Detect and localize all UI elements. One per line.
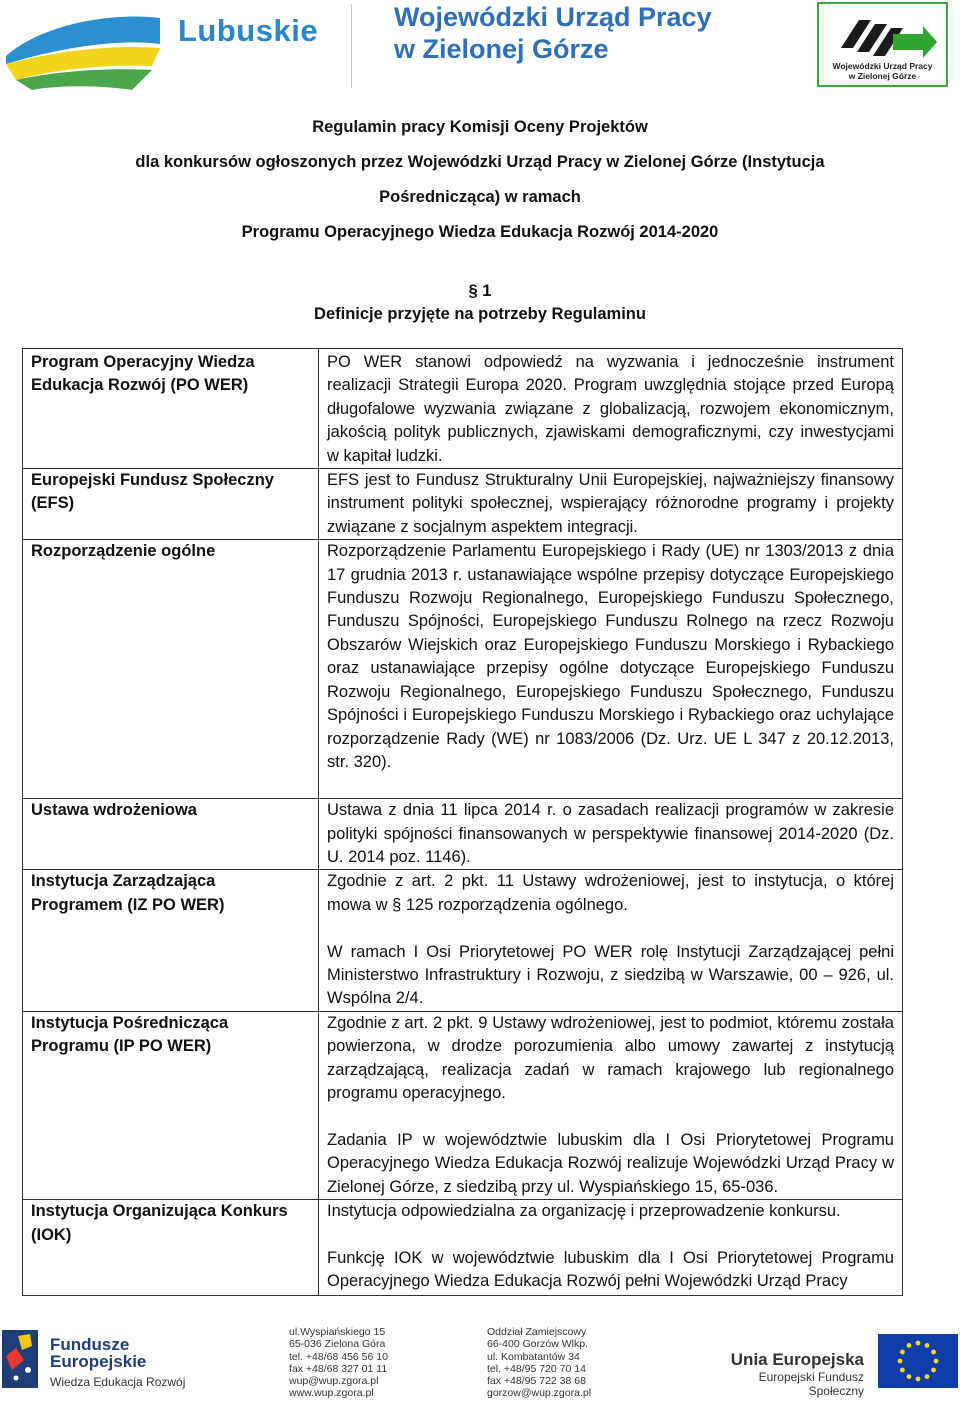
section-title: Definicje przyjęte na potrzeby Regulaminu bbox=[314, 305, 646, 323]
definition-paragraph: Rozporządzenie Parlamentu Europejskiego i Rady (UE) nr 1303/2013 z dnia 17 grudnia 2013 r. ustanawiające wspólne przepisy dotyczące Europejskiego Funduszu Rozwoju Regionalnego, Europejskiego Funduszu Społecznego, Funduszu Spójności, Europejskiego Funduszu Rolnego na rzecz Rozwoju Obszarów Wiejskich oraz Europejskiego Funduszu Morskiego i Rybackiego oraz ustanawiające przepisy ogólne dotyczące Europejskiego Funduszu Rozwoju Regionalnego, Europejskiego Funduszu Społecznego, Funduszu Spójności i Europejskiego Funduszu Morskiego i Rybackiego oraz uchylające rozporządzenie Rady (WE) nr 1083/2006 (Dz. Urz. UE L 347 z 20.12.2013, str. 320). bbox=[327, 542, 894, 771]
table-row bbox=[23, 469, 903, 540]
definition-description bbox=[319, 1011, 903, 1199]
title-line-3: Pośrednicząca) w ramach bbox=[379, 188, 581, 206]
office-logo-caption-line2: w Zielonej Górze bbox=[848, 71, 917, 81]
definition-term: Europejski Fundusz Społeczny (EFS) bbox=[23, 469, 319, 540]
eu-logo-text bbox=[700, 1350, 864, 1398]
address-line: tel. +48/95 720 70 14 bbox=[487, 1362, 586, 1375]
definition-description bbox=[319, 870, 903, 1011]
document-title bbox=[0, 116, 960, 256]
header-divider bbox=[351, 4, 352, 88]
definition-term: Ustawa wdrożeniowa bbox=[23, 799, 319, 870]
document-footer bbox=[0, 1318, 960, 1402]
definition-term: Program Operacyjny Wiedza Edukacja Rozwój (PO WER) bbox=[23, 349, 319, 469]
office-logo-caption-line1: Wojewódzki Urząd Pracy bbox=[832, 61, 933, 71]
eu-flag-icon bbox=[878, 1334, 958, 1388]
office-title bbox=[394, 1, 712, 65]
definition-paragraph: Zgodnie z art. 2 pkt. 11 Ustawy wdrożeniowej, jest to instytucja, o której mowa w § 125 rozporządzenia ogólnego. bbox=[327, 872, 894, 914]
address-line: fax +48/68 327 01 11 bbox=[289, 1362, 388, 1375]
address-line: 65-036 Zielona Góra bbox=[289, 1338, 386, 1351]
definition-paragraph: EFS jest to Fundusz Strukturalny Unii Europejskiej, najważniejszy finansowy instrument polityki społecznej, wspierający różnorodne programy i projekty związane z socjalnym aspektem integracji. bbox=[327, 471, 894, 536]
european-funds-line2: Europejskie bbox=[50, 1352, 147, 1371]
address-line: wup@wup.zgora.pl bbox=[289, 1375, 379, 1388]
definition-description bbox=[319, 540, 903, 799]
eu-title: Unia Europejska bbox=[730, 1350, 864, 1369]
eu-subtitle: Europejski Fundusz Społeczny bbox=[758, 1370, 864, 1398]
title-line-1: Regulamin pracy Komisji Oceny Projektów bbox=[312, 118, 648, 136]
definition-description bbox=[319, 799, 903, 870]
table-row bbox=[23, 1200, 903, 1296]
table-row bbox=[23, 1011, 903, 1199]
address-line: Oddział Zamiejscowy bbox=[487, 1326, 587, 1338]
lubuskie-region-logo bbox=[2, 4, 162, 90]
definition-paragraph: Instytucja odpowiedzialna za organizację i przeprowadzenie konkursu. bbox=[327, 1202, 841, 1221]
table-row bbox=[23, 349, 903, 469]
address-line: tel. +48/68 456 56 10 bbox=[289, 1350, 388, 1363]
table-row bbox=[23, 799, 903, 870]
european-funds-logo-text bbox=[50, 1336, 146, 1370]
office-logo bbox=[817, 2, 948, 87]
definition-paragraph: Zadania IP w województwie lubuskim dla I Osi Priorytetowej Programu Operacyjnego Wiedza Edukacja Rozwój realizuje Wojewódzki Urząd Pracy w Zielonej Górze, z siedzibą przy ul. Wyspiańskiego 15, 65-036. bbox=[327, 1130, 894, 1196]
definition-term: Instytucja Zarządzająca Programem (IZ PO WER) bbox=[23, 870, 319, 1011]
definition-paragraph: Ustawa z dnia 11 lipca 2014 r. o zasadach realizacji programów w zakresie polityki spójności finansowanych w perspektywie finansowej 2014-2020 (Dz. U. 2014 poz. 1146). bbox=[327, 801, 894, 867]
definition-description bbox=[319, 469, 903, 540]
office-title-line2: w Zielonej Górze bbox=[394, 34, 609, 64]
definitions-table bbox=[22, 348, 903, 1296]
office-logo-caption bbox=[819, 61, 946, 81]
address-line: ul.Wyspiańskiego 15 bbox=[289, 1326, 386, 1338]
definition-term: Instytucja Organizująca Konkurs (IOK) bbox=[23, 1200, 319, 1296]
title-line-4: Programu Operacyjnego Wiedza Edukacja Rozwój 2014-2020 bbox=[241, 223, 719, 241]
european-funds-logo-icon bbox=[2, 1326, 42, 1392]
address-line: www.wup.zgora.pl bbox=[289, 1387, 374, 1400]
address-line: 66-400 Gorzów Wlkp. bbox=[487, 1338, 588, 1351]
address-line: fax +48/95 722 38 68 bbox=[487, 1375, 586, 1388]
lubuskie-logo-text: Lubuskie bbox=[178, 13, 319, 48]
address-line: ul. Kombatantów 34 bbox=[487, 1350, 580, 1363]
address-line: gorzow@wup.zgora.pl bbox=[487, 1387, 592, 1400]
section-number: § 1 bbox=[468, 282, 492, 300]
european-funds-line1: Fundusze bbox=[50, 1335, 130, 1354]
branch-office-address bbox=[487, 1326, 591, 1400]
definition-paragraph: Funkcję IOK w województwie lubuskim dla I Osi Priorytetowej Programu Operacyjnego Wiedza Edukacja Rozwój pełni Wojewódzki Urząd Pracy bbox=[327, 1248, 894, 1291]
definition-description bbox=[319, 1200, 903, 1296]
title-line-2: dla konkursów ogłoszonych przez Wojewódzki Urząd Pracy w Zielonej Górze (Instytucja bbox=[135, 153, 825, 171]
office-logo-mark-icon bbox=[819, 6, 946, 64]
office-title-line1: Wojewódzki Urząd Pracy bbox=[394, 2, 712, 32]
definition-paragraph: W ramach I Osi Priorytetowej PO WER rolę Instytucji Zarządzającej pełni Ministerstwo Infrastruktury i Rozwoju, z siedzibą w Warszawie, 00 – 926, ul. Wspólna 2/4. bbox=[327, 942, 894, 1008]
definition-paragraph: Zgodnie z art. 2 pkt. 9 Ustawy wdrożeniowej, jest to podmiot, któremu została powierzona, w drodze porozumienia albo umowy zawartej z instytucją zarządzającą, realizacja zadań w ramach krajowego lub regionalnego programu operacyjnego. bbox=[327, 1013, 894, 1103]
table-row bbox=[23, 870, 903, 1011]
definition-description bbox=[319, 349, 903, 469]
definition-term: Instytucja Pośrednicząca Programu (IP PO WER) bbox=[23, 1011, 319, 1199]
table-row bbox=[23, 540, 903, 799]
main-office-address bbox=[289, 1326, 388, 1400]
definition-term: Rozporządzenie ogólne bbox=[23, 540, 319, 799]
european-funds-program: Wiedza Edukacja Rozwój bbox=[50, 1375, 186, 1389]
document-header bbox=[0, 0, 960, 95]
definition-paragraph: PO WER stanowi odpowiedź na wyzwania i jednocześnie instrument realizacji Strategii Europa 2020. Program uwzględnia stojące przed Europą długofalowe wyzwania związane z globalizacją, rozwojem ekonomicznym, jakością polityk publicznych, zjawiskami demograficznymi, czy inwestycjami w kapitał ludzki. bbox=[327, 353, 894, 465]
